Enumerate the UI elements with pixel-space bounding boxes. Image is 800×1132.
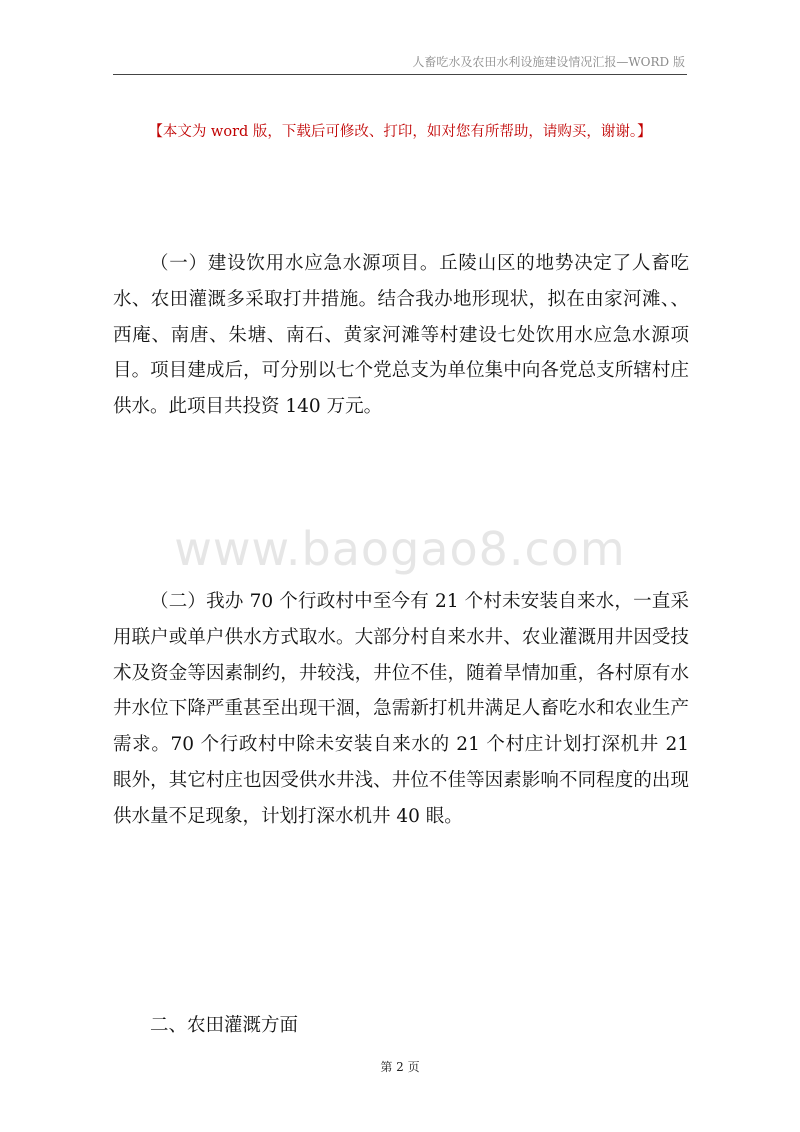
section-heading-irrigation: 二、农田灌溉方面: [150, 1015, 299, 1036]
purchase-notice: 【本文为 word 版，下载后可修改、打印，如对您有所帮助，请购买，谢谢。】: [148, 124, 652, 140]
paragraph-tap-water-wells: （二）我办 70 个行政村中至今有 21 个村未安装自来水，一直采用联户或单户供水方式取水。大部分村自来水井、农业灌溉用井因受技术及资金等因素制约，井较浅，井位不佳，随着旱情加重，各村原有水井水位下降严重甚至出现干涸，急需新打机井满足人畜吃水和农业生产需求。70 个行政村中除未安装自来水的 21 个村庄计划打深机井 21 眼外，其它村庄也因受供水井浅、井位不佳等因素影响不同程度的出现供水量不足现象，计划打深水机井 40 眼。: [113, 591, 689, 827]
header-title: 人畜吃水及农田水利设施建设情况汇报—WORD 版: [412, 55, 685, 69]
paragraph-emergency-water-project: （一）建设饮用水应急水源项目。丘陵山区的地势决定了人畜吃水、农田灌溉多采取打井措施。结合我办地形现状，拟在由家河滩、、西庵、南唐、朱塘、南石、黄家河滩等村建设七处饮用水应急水源项目。项目建成后，可分别以七个党总支为单位集中向各党总支所辖村庄供水。此项目共投资 140 万元。: [113, 253, 689, 418]
page-number: 第 2 页: [380, 1060, 420, 1074]
watermark: www.baogao8.com: [174, 522, 626, 576]
header-divider: [113, 74, 687, 75]
